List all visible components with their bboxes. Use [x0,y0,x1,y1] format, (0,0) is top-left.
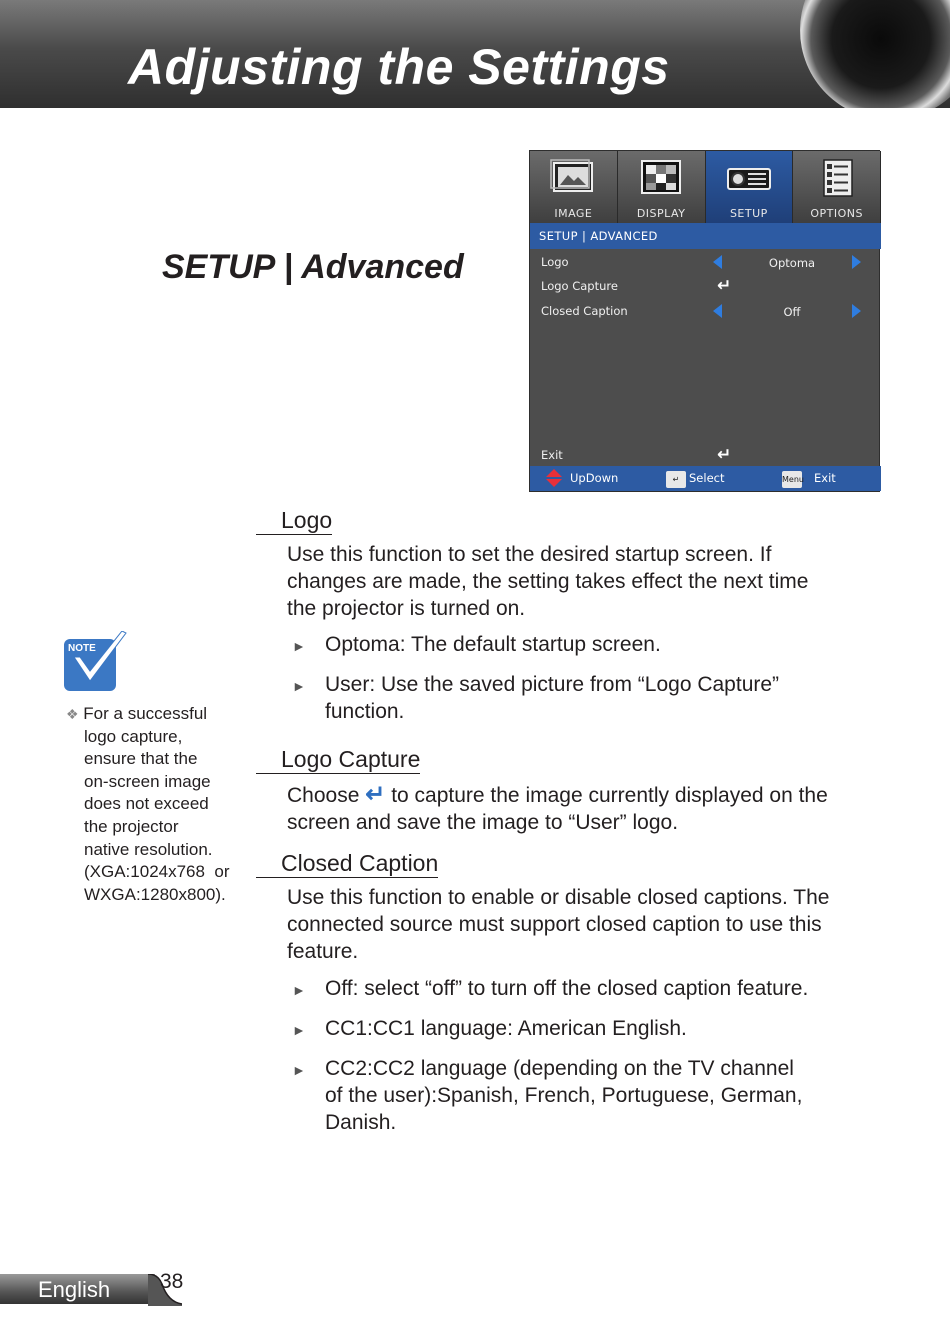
note-bullet-icon: ❖ [66,706,79,722]
osd-row-closed-caption-label: Closed Caption [541,304,628,318]
note-icon [64,631,128,693]
osd-breadcrumb: SETUP | ADVANCED [530,223,881,249]
osd-row-closed-caption[interactable] [530,300,881,324]
tab-display-label: DISPLAY [636,207,686,220]
text-fragment: For a successful [83,704,208,723]
right-arrow-icon[interactable] [852,255,861,269]
bullet-cc2 [325,1055,802,1136]
text-line: CC2:CC2 language (depending on the TV channel [325,1057,794,1080]
enter-icon[interactable]: ↵ [717,276,732,296]
osd-menu [529,150,880,492]
heading-logo-capture: Logo Capture [256,746,420,774]
text-line: function. [325,700,405,723]
text-fragment: Choose [287,784,360,807]
osd-row-closed-caption-value: Off [783,305,801,319]
text-line: the projector [84,816,179,836]
tab-setup-label: SETUP [729,207,768,220]
tab-options-label: OPTIONS [810,207,863,220]
bullet-off [325,975,808,1002]
bullet-arrow-icon: ► [292,982,306,998]
osd-exit-label: Exit [541,448,563,462]
osd-tab-bar [530,151,881,223]
text-line: screen and save the image to “User” logo. [287,811,679,834]
osd-row-logo-capture[interactable] [530,275,881,299]
page-number: 38 [160,1270,184,1293]
tab-options[interactable] [793,151,881,223]
text-line: native resolution. [84,839,213,859]
footer-language: English [38,1277,111,1302]
note-text [66,703,246,906]
heading-closed-caption: Closed Caption [256,850,438,878]
bullet-arrow-icon: ► [292,638,306,654]
text-line [287,781,828,809]
image-tab-icon [548,157,598,201]
enter-icon: ↵ [365,781,386,808]
bullet-user [325,671,779,725]
heading-logo: Logo [256,507,332,535]
tab-setup[interactable] [706,151,794,223]
text-line: Use this function to set the desired startup screen. If [287,543,772,566]
osd-row-exit[interactable] [530,444,881,468]
osd-row-logo[interactable] [530,251,881,275]
text-line: does not exceed [84,794,209,814]
osd-row-logo-value: Optoma [768,256,816,270]
text-line: connected source must support closed caption to use this [287,913,822,936]
osd-footer-exit: Exit [814,471,836,485]
osd-row-logo-label: Logo [541,255,569,269]
bullet-arrow-icon: ► [292,678,306,694]
text-line [66,703,246,726]
tab-display[interactable] [618,151,706,223]
right-arrow-icon[interactable] [852,304,861,318]
text-line: CC1:CC1 language: American English. [325,1017,687,1040]
bullet-arrow-icon: ► [292,1022,306,1038]
bullet-arrow-icon: ► [292,1062,306,1078]
text-line: (XGA:1024x768 or [84,862,230,882]
page-title: Adjusting the Settings [128,39,670,95]
left-arrow-icon[interactable] [713,255,722,269]
text-line: changes are made, the setting takes effect the next time [287,570,809,593]
logo-description [287,541,808,622]
osd-footer-updown: UpDown [570,471,619,485]
osd-footer [530,466,881,491]
text-fragment: to capture the image currently displayed on the [391,784,828,807]
logo-capture-description [287,781,828,836]
page-footer [0,1270,190,1306]
tab-image-label: IMAGE [554,207,593,220]
text-line: of the user):Spanish, French, Portuguese, German, [325,1084,803,1107]
note-icon-label: NOTE [68,643,96,654]
tab-image[interactable] [530,151,618,223]
display-tab-icon [636,157,686,201]
section-title: SETUP | Advanced [162,248,464,286]
text-line: Optoma: The default startup screen. [325,633,661,656]
setup-tab-icon [724,157,774,201]
text-line: on-screen image [84,771,211,791]
osd-row-logo-capture-label: Logo Capture [541,279,618,293]
page-header [0,0,950,108]
text-line: User: Use the saved picture from “Logo Capture” [325,673,780,696]
text-line: ensure that the [84,749,198,769]
enter-icon[interactable]: ↵ [717,445,732,465]
left-arrow-icon[interactable] [713,304,722,318]
select-key-icon: ↵ [666,471,686,488]
updown-icon [546,469,562,487]
text-line: Off: select “off” to turn off the closed caption feature. [325,977,809,1000]
text-line: the projector is turned on. [287,597,526,620]
osd-footer-select: Select [689,471,725,485]
closed-caption-description [287,884,829,965]
text-line: Use this function to enable or disable closed captions. The [287,886,830,909]
text-line: feature. [287,940,359,963]
menu-key-icon: Menu [782,471,802,488]
lens-graphic [800,0,950,108]
bullet-optoma [325,631,661,658]
text-line: WXGA:1280x800). [84,884,226,904]
text-line: Danish. [325,1111,397,1134]
text-line: logo capture, [84,726,183,746]
options-tab-icon [812,157,862,201]
bullet-cc1 [325,1015,687,1042]
